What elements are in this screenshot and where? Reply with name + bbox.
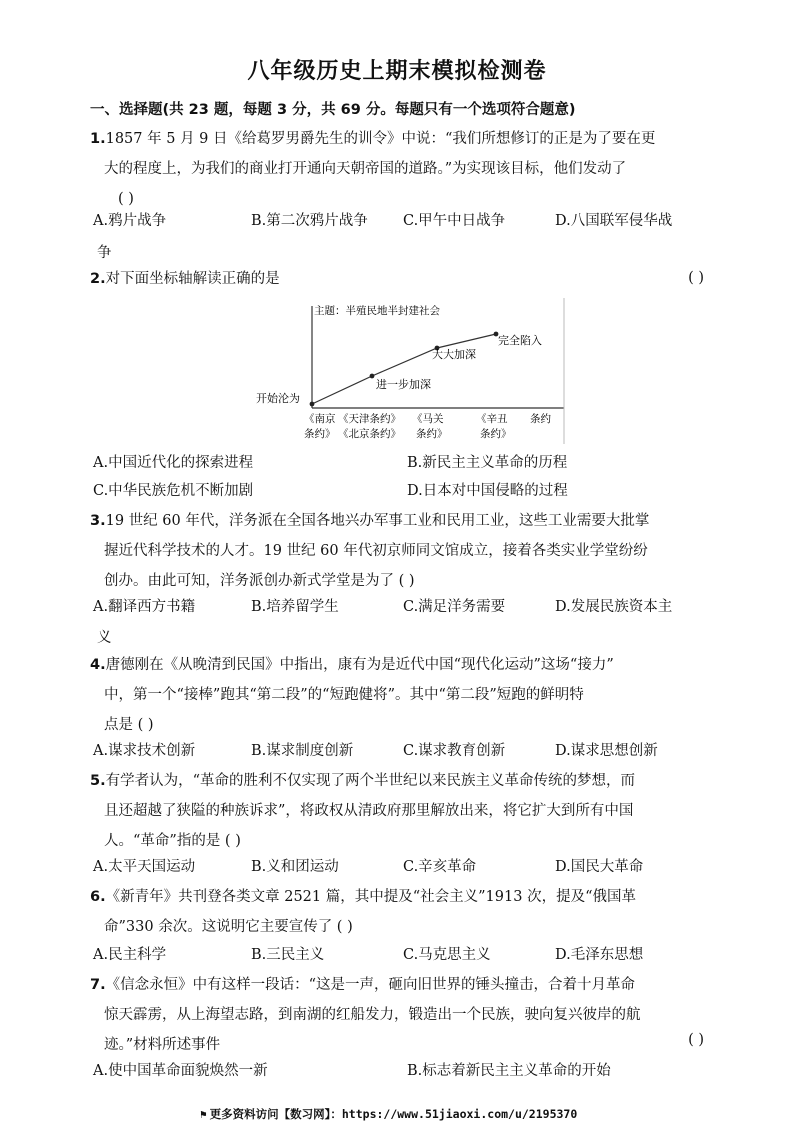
question-text: 人。“革命”指的是 ( ) xyxy=(104,833,241,849)
x-tick-4b: 条约》 xyxy=(480,428,512,440)
question-text: 迹。”材料所述事件 xyxy=(104,1037,221,1053)
x-tick-1a: 《南京 xyxy=(304,413,336,425)
question-2-options-row2 xyxy=(93,476,713,506)
option-b[interactable]: B.谋求制度创新 xyxy=(251,743,354,759)
chart-theme: 主题：半殖民地半封建社会 xyxy=(314,305,440,317)
section-heading: 一、选择题(共 23 题，每题 3 分，共 69 分。每题只有一个选项符合题意) xyxy=(90,102,576,118)
option-wrap: 争 xyxy=(97,245,112,261)
question-7 xyxy=(90,970,710,1060)
option-d[interactable]: D.八国联军侵华战 xyxy=(555,213,673,229)
question-number: 6. xyxy=(90,889,106,905)
option-a[interactable]: A.鸦片战争 xyxy=(93,213,167,229)
answer-paren: ( ) xyxy=(688,1032,704,1048)
option-b[interactable]: B.三民主义 xyxy=(251,947,325,963)
option-b[interactable]: B.培养留学生 xyxy=(251,599,339,615)
question-text: 《信念永恒》中有这样一段话：“这是一声，砸向旧世界的锤头撞击，合着十月革命 xyxy=(105,977,636,993)
question-number: 4. xyxy=(90,657,106,673)
question-5-options xyxy=(93,852,713,882)
y-start-label: 开始沦为 xyxy=(256,392,300,405)
question-4-options xyxy=(93,736,713,766)
x-axis-label: 条约 xyxy=(530,413,551,425)
option-b[interactable]: B.义和团运动 xyxy=(251,859,339,875)
stage-label-3: 大大加深 xyxy=(432,348,476,361)
x-tick-3a: 《马关 xyxy=(412,413,444,425)
question-text: 命”330 余次。这说明它主要宣传了 ( ) xyxy=(104,919,353,935)
x-tick-3b: 条约》 xyxy=(416,428,448,440)
question-3-options xyxy=(93,592,713,622)
point-stage2 xyxy=(370,374,375,379)
question-text: 且还超越了狭隘的种族诉求”，将政权从清政府那里解放出来，将它扩大到所有中国 xyxy=(104,803,634,819)
option-a[interactable]: A.中国近代化的探索进程 xyxy=(93,455,254,471)
x-tick-1b: 条约》 xyxy=(304,428,336,440)
question-6-options xyxy=(93,940,713,970)
option-d[interactable]: D.谋求思想创新 xyxy=(555,743,658,759)
x-tick-2b: 《北京条约》 xyxy=(338,428,401,440)
option-a[interactable]: A.使中国革命面貌焕然一新 xyxy=(93,1063,268,1079)
question-text: 19 世纪 60 年代，洋务派在全国各地兴办军事工业和民用工业，这些工业需要大批掌 xyxy=(105,513,650,529)
option-d[interactable]: D.国民大革命 xyxy=(555,859,644,875)
stage-label-2: 进一步加深 xyxy=(376,378,431,391)
question-1 xyxy=(90,124,710,214)
option-c[interactable]: C.中华民族危机不断加剧 xyxy=(93,483,254,499)
footer-link[interactable] xyxy=(200,1106,577,1122)
option-b[interactable]: B.新民主主义革命的历程 xyxy=(407,455,568,471)
question-text: 大的程度上，为我们的商业打开通向天朝帝国的道路。”为实现该目标，他们发动了 xyxy=(104,161,627,177)
question-text: 握近代科学技术的人才。19 世纪 60 年代初京师同文馆成立，接着各类实业学堂纷纷 xyxy=(104,543,648,559)
question-number: 3. xyxy=(90,513,106,529)
question-6 xyxy=(90,882,710,942)
question-4 xyxy=(90,650,710,740)
trend-line xyxy=(312,334,496,404)
option-c[interactable]: C.辛亥革命 xyxy=(403,859,477,875)
option-a[interactable]: A.太平天国运动 xyxy=(93,859,196,875)
question-text: 惊天霹雳，从上海望志路，到南湖的红船发力，锻造出一个民族，驶向复兴彼岸的航 xyxy=(104,1007,641,1023)
option-d[interactable]: D.毛泽东思想 xyxy=(555,947,644,963)
question-text: 唐德刚在《从晚清到民国》中指出，康有为是近代中国“现代化运动”这场“接力” xyxy=(105,657,614,673)
question-text: 1857 年 5 月 9 日《给葛罗男爵先生的训令》中说：“我们所想修订的正是为了要在更 xyxy=(105,131,656,147)
x-tick-4a: 《辛丑 xyxy=(476,413,508,425)
option-c[interactable]: C.谋求教育创新 xyxy=(403,743,506,759)
question-text: 对下面坐标轴解读正确的是 xyxy=(105,271,280,287)
option-b[interactable]: B.标志着新民主主义革命的开始 xyxy=(407,1063,611,1079)
question-text: 《新青年》共刊登各类文章 2521 篇，其中提及“社会主义”1913 次，提及“俄国革 xyxy=(105,889,636,905)
question-number: 1. xyxy=(90,131,106,147)
footer-text: 更多资料访问【数习网】：https://www.51jiaoxi.com/u/2195370 xyxy=(209,1107,578,1121)
timeline-chart xyxy=(254,296,574,446)
point-stage1 xyxy=(310,402,315,407)
question-1-options xyxy=(93,206,713,236)
question-number: 2. xyxy=(90,271,106,287)
question-number: 7. xyxy=(90,977,106,993)
question-3 xyxy=(90,506,710,596)
stage-label-4: 完全陷入 xyxy=(498,334,542,347)
option-a[interactable]: A.翻译西方书籍 xyxy=(93,599,196,615)
question-text: 点是 ( ) xyxy=(104,717,154,733)
option-d[interactable]: D.日本对中国侵略的过程 xyxy=(407,483,568,499)
option-a[interactable]: A.谋求技术创新 xyxy=(93,743,196,759)
question-7-options xyxy=(93,1056,713,1086)
option-c[interactable]: C.甲午中日战争 xyxy=(403,213,506,229)
flag-icon: ⚑ xyxy=(200,1108,207,1121)
option-wrap: 义 xyxy=(97,630,112,646)
x-tick-2a: 《天津条约》 xyxy=(338,413,401,425)
question-text: 中，第一个“接棒”跑其“第二段”的“短跑健将”。其中“第二段”短跑的鲜明特 xyxy=(104,687,584,703)
question-2 xyxy=(90,264,710,294)
question-2-options xyxy=(93,448,713,478)
question-text: 有学者认为，“革命的胜利不仅实现了两个半世纪以来民族主义革命传统的梦想，而 xyxy=(105,773,636,789)
question-5 xyxy=(90,766,710,856)
option-c[interactable]: C.马克思主义 xyxy=(403,947,491,963)
answer-paren: ( ) xyxy=(688,270,704,286)
question-text: 创办。由此可知，洋务派创办新式学堂是为了 ( ) xyxy=(104,573,415,589)
option-a[interactable]: A.民主科学 xyxy=(93,947,167,963)
option-d[interactable]: D.发展民族资本主 xyxy=(555,599,673,615)
option-b[interactable]: B.第二次鸦片战争 xyxy=(251,213,368,229)
answer-paren: ( ) xyxy=(118,191,134,207)
question-number: 5. xyxy=(90,773,106,789)
option-c[interactable]: C.满足洋务需要 xyxy=(403,599,506,615)
page-title: 八年级历史上期末模拟检测卷 xyxy=(247,59,547,84)
